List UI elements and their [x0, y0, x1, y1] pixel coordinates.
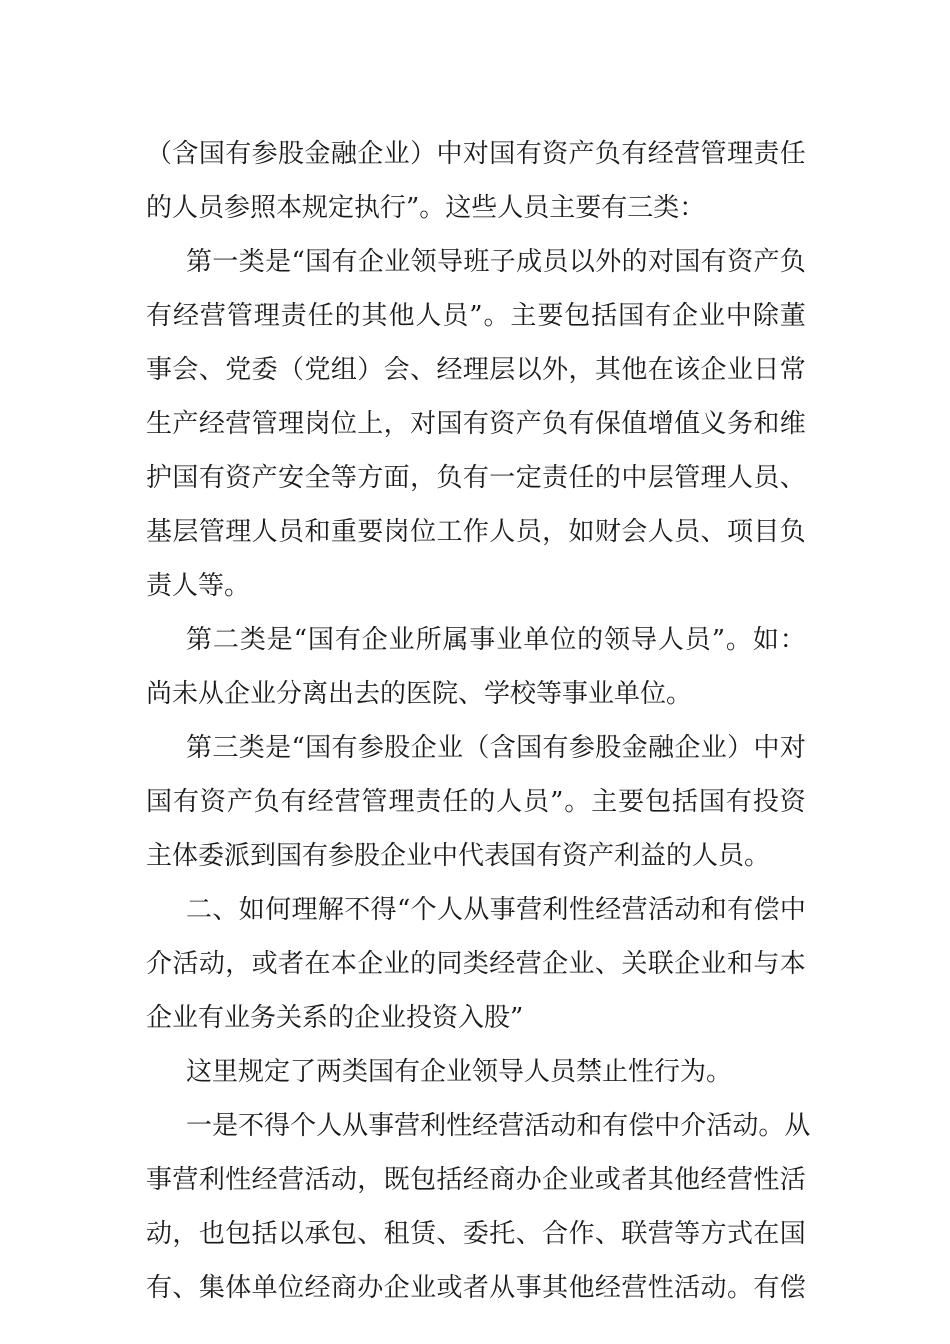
text-line: 有 经 营 管 理 责 任 的 其 他 人 员 ” 。 主 要 包 括 国 有 企 业 中 除 董 [146, 301, 806, 331]
text-line: 这里规定了两类国有企业领导人员禁止性行为。 [186, 1057, 733, 1087]
text-line: 第 二 类 是 “ 国 有 企 业 所 属 事 业 单 位 的 领 导 人 员 ” 。 如 ： [186, 625, 806, 655]
text-line: 二 、 如 何 理 解 不 得 “ 个 人 从 事 营 利 性 经 营 活 动 和 有 偿 中 [186, 895, 806, 925]
text-line: 企业有业务关系的企业投资入股” [146, 1003, 524, 1033]
text-line: 的人员参照本规定执行”。这些人员主要有三类： [146, 193, 706, 223]
text-line: 尚未从企业分离出去的医院、学校等事业单位。 [146, 679, 693, 709]
text-line: 主体委派到国有参股企业中代表国有资产利益的人员。 [146, 841, 771, 871]
text-line: 一 是 不 得 个 人 从 事 营 利 性 经 营 活 动 和 有 偿 中 介 活 动 。 从 [186, 1111, 811, 1141]
text-line: 护 国 有 资 产 安 全 等 方 面 ， 负 有 一 定 责 任 的 中 层 管 理 人 员 、 [146, 463, 806, 493]
text-line: 第 三 类 是 “ 国 有 参 股 企 业 （ 含 国 有 参 股 金 融 企 业 ） 中 对 [186, 733, 806, 763]
text-line: 事 营 利 性 经 营 活 动 ， 既 包 括 经 商 办 企 业 或 者 其 他 经 营 性 活 [146, 1165, 806, 1195]
text-line: 基 层 管 理 人 员 和 重 要 岗 位 工 作 人 员 ， 如 财 会 人 员 、 项 目 负 [146, 517, 806, 547]
text-line: 责人等。 [146, 571, 251, 601]
text-line: 动 ， 也 包 括 以 承 包 、 租 赁 、 委 托 、 合 作 、 联 营 等 方 式 在 国 [146, 1219, 806, 1249]
text-line: 国 有 资 产 负 有 经 营 管 理 责 任 的 人 员 ” 。 主 要 包 括 国 有 投 资 [146, 787, 806, 817]
text-line: 有 、 集 体 单 位 经 商 办 企 业 或 者 从 事 其 他 经 营 性 活 动 。 有 偿 [146, 1273, 806, 1303]
text-line: 生 产 经 营 管 理 岗 位 上 ， 对 国 有 资 产 负 有 保 值 增 值 义 务 和 维 [146, 409, 806, 439]
document-body [146, 127, 811, 1315]
text-line: （ 含 国 有 参 股 金 融 企 业 ） 中 对 国 有 资 产 负 有 经 营 管 理 责 任 [146, 139, 806, 169]
text-line: 事 会 、 党 委 （ 党 组 ） 会 、 经 理 层 以 外 ， 其 他 在 该 企 业 日 常 [146, 355, 806, 385]
text-line: 介 活 动 ， 或 者 在 本 企 业 的 同 类 经 营 企 业 、 关 联 企 业 和 与 本 [146, 949, 806, 979]
text-line: 第 一 类 是 “ 国 有 企 业 领 导 班 子 成 员 以 外 的 对 国 有 资 产 负 [186, 247, 806, 277]
